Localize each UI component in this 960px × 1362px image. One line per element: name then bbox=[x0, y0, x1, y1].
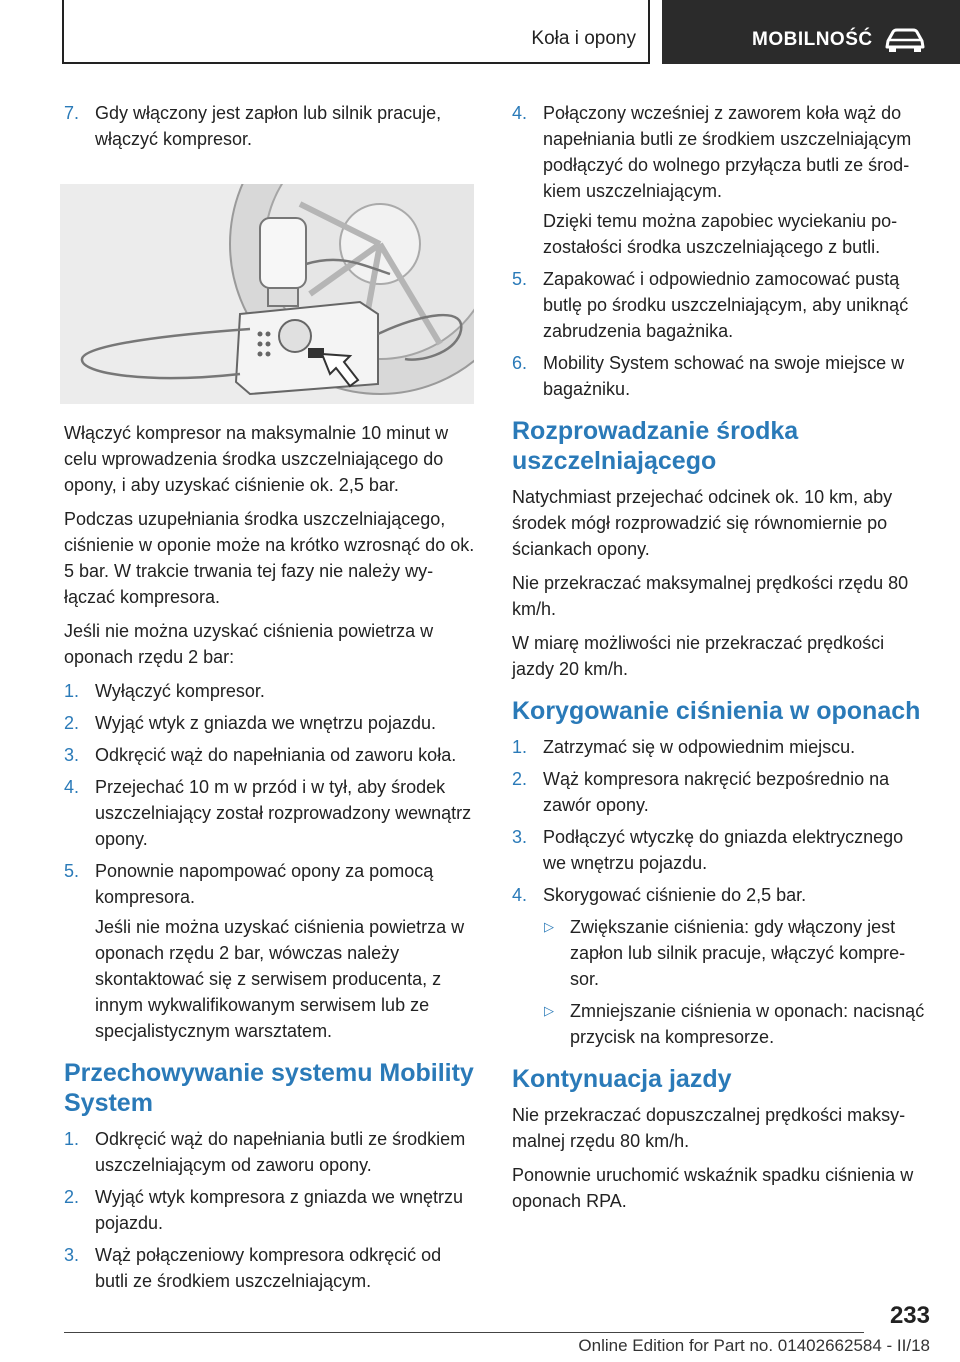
list-item bbox=[512, 100, 928, 260]
step-number: 4. bbox=[512, 103, 528, 123]
step-text: Odkręcić wąż do napełniania od zaworu koła. bbox=[95, 745, 457, 765]
list-item bbox=[64, 774, 478, 852]
step-number: 2. bbox=[64, 713, 80, 733]
list-item bbox=[512, 824, 928, 876]
step-number: 3. bbox=[64, 745, 80, 765]
step-number: 2. bbox=[512, 769, 528, 789]
list-item bbox=[64, 1126, 478, 1178]
bullet-text: Zwiększanie ciśnienia: gdy włączony jest zapłon lub silnik pracuje, włączyć kompresor. bbox=[570, 917, 906, 989]
heading-storage: Przechowywanie systemu Mobility System bbox=[64, 1059, 474, 1117]
triangle-bullet-icon: ▷ bbox=[544, 1003, 554, 1018]
list-item bbox=[64, 710, 478, 736]
heading-distribute: Rozprowadzanie środka uszczelniającego bbox=[512, 417, 799, 475]
step-text: Wąż kompresora nakręcić bezpośrednio na zawór opony. bbox=[543, 769, 890, 815]
header-bottom-rule bbox=[62, 62, 650, 64]
step-note: Dzięki temu można zapobiec wyciekaniu pozostałości środka uszczelniającego z butli. bbox=[543, 211, 898, 257]
triangle-bullet-icon: ▷ bbox=[544, 919, 554, 934]
step-number: 2. bbox=[64, 1187, 80, 1207]
paragraph: W miarę możliwości nie przekraczać prędkości jazdy 20 km/h. bbox=[512, 633, 885, 679]
step-text: Wyjąć wtyk z gniazda we wnętrzu pojazdu. bbox=[95, 713, 436, 733]
step-text: Wyłączyć kompresor. bbox=[95, 681, 265, 701]
bullet-item bbox=[512, 998, 928, 1050]
paragraph: Włączyć kompresor na maksymalnie 10 minut w celu wprowadzenia środka uszczelniającego do opony, i aby uzyskać ciśnienie ok. 2,5 bar. bbox=[64, 423, 449, 495]
compressor-illustration bbox=[60, 184, 474, 404]
step-number: 5. bbox=[64, 861, 80, 881]
step-text: Zapakować i odpowiednio zamocować pustą butlę po środku uszczelniającym, aby uniknąć zabrudzenia bagażnika. bbox=[543, 269, 909, 341]
edition-note: Online Edition for Part no. 01402662584 - II/18 bbox=[578, 1336, 930, 1355]
heading-continue: Kontynuacja jazdy bbox=[512, 1065, 732, 1093]
header-left-rule bbox=[62, 0, 64, 64]
list-item bbox=[512, 266, 928, 344]
header-divider bbox=[648, 0, 650, 64]
paragraph: Jeśli nie można uzyskać ciśnienia powietrza w oponach rzędu 2 bar: bbox=[64, 621, 434, 667]
list-item bbox=[64, 1184, 478, 1236]
step-number: 3. bbox=[64, 1245, 80, 1265]
right-column bbox=[512, 100, 928, 1222]
list-item bbox=[64, 858, 478, 1044]
step-text: Wąż połączeniowy kompresora odkręcić od butli ze środkiem uszczelniającym. bbox=[95, 1245, 442, 1291]
section-title: Koła i opony bbox=[531, 28, 636, 49]
step-number: 1. bbox=[64, 1129, 80, 1149]
list-item bbox=[512, 350, 928, 402]
step-text: Przejechać 10 m w przód i w tył, aby środek uszczelniający został rozprowadzony wewnątrz opony. bbox=[95, 777, 472, 849]
list-item bbox=[64, 1242, 478, 1294]
step-number: 1. bbox=[512, 737, 528, 757]
step-number: 6. bbox=[512, 353, 528, 373]
left-column bbox=[64, 100, 478, 1300]
step-text: Podłączyć wtyczkę do gniazda elektrycznego we wnętrzu pojazdu. bbox=[543, 827, 904, 873]
list-item bbox=[64, 100, 478, 152]
paragraph: Natychmiast przejechać odcinek ok. 10 km, aby środek mógł rozprowadzić się równomiernie po ściankach opony. bbox=[512, 487, 893, 559]
step-text: Zatrzymać się w odpowiednim miejscu. bbox=[543, 737, 856, 757]
step-text: Mobility System schować na swoje miejsce w bagażniku. bbox=[543, 353, 905, 399]
step-number: 1. bbox=[64, 681, 80, 701]
step-text: Skorygować ciśnienie do 2,5 bar. bbox=[543, 885, 807, 905]
step-number: 5. bbox=[512, 269, 528, 289]
list-item bbox=[512, 734, 928, 760]
bullet-item bbox=[512, 914, 928, 992]
paragraph: Nie przekraczać dopuszczalnej prędkości maksymalnej rzędu 80 km/h. bbox=[512, 1105, 906, 1151]
heading-correct-pressure: Korygowanie ciśnienia w oponach bbox=[512, 697, 921, 725]
bullet-text: Zmniejszanie ciśnienia w oponach: nacisnąć przycisk na kompresorze. bbox=[570, 1001, 925, 1047]
list-item bbox=[512, 882, 928, 908]
step-text: Gdy włączony jest zapłon lub silnik pracuje, włączyć kompresor. bbox=[95, 103, 442, 149]
step-text: Ponownie napompować opony za pomocą kompresora. bbox=[95, 861, 434, 907]
step-number: 4. bbox=[512, 885, 528, 905]
step-text: Wyjąć wtyk kompresora z gniazda we wnętrzu pojazdu. bbox=[95, 1187, 463, 1233]
car-icon bbox=[884, 27, 926, 53]
page-number: 233 bbox=[889, 1302, 930, 1329]
footer-rule bbox=[64, 1332, 864, 1333]
list-item bbox=[64, 742, 478, 768]
step-text: Odkręcić wąż do napełniania butli ze środkiem uszczelniającym od zaworu opony. bbox=[95, 1129, 466, 1175]
step-number: 7. bbox=[64, 103, 80, 123]
paragraph: Ponownie uruchomić wskaźnik spadku ciśnienia w oponach RPA. bbox=[512, 1165, 914, 1211]
step-number: 4. bbox=[64, 777, 80, 797]
paragraph: Nie przekraczać maksymalnej prędkości rzędu 80 km/h. bbox=[512, 573, 909, 619]
list-item bbox=[64, 678, 478, 704]
paragraph: Podczas uzupełniania środka uszczelniającego, ciśnienie w oponie może na krótko wzrosnąć do ok. 5 bar. W trakcie trwania tej fazy nie należy wyłączać kompresora. bbox=[64, 509, 475, 607]
chapter-title: MOBILNOŚĆ bbox=[752, 29, 873, 50]
step-note: Jeśli nie można uzyskać ciśnienia powietrza w oponach rzędu 2 bar, wówczas należy skontaktować się z serwisem producenta, z innym wykwalifikowanym serwisem lub ze specjalistycznym warsztatem. bbox=[95, 917, 465, 1041]
step-number: 3. bbox=[512, 827, 528, 847]
chapter-tab bbox=[662, 0, 960, 64]
step-text: Połączony wcześniej z zaworem koła wąż do napełniania butli ze środkiem uszczelniającym podłączyć do wolnego przyłącza butli ze środkiem uszczelniającym. bbox=[543, 103, 912, 201]
list-item bbox=[512, 766, 928, 818]
compressor-drawing bbox=[60, 184, 474, 404]
